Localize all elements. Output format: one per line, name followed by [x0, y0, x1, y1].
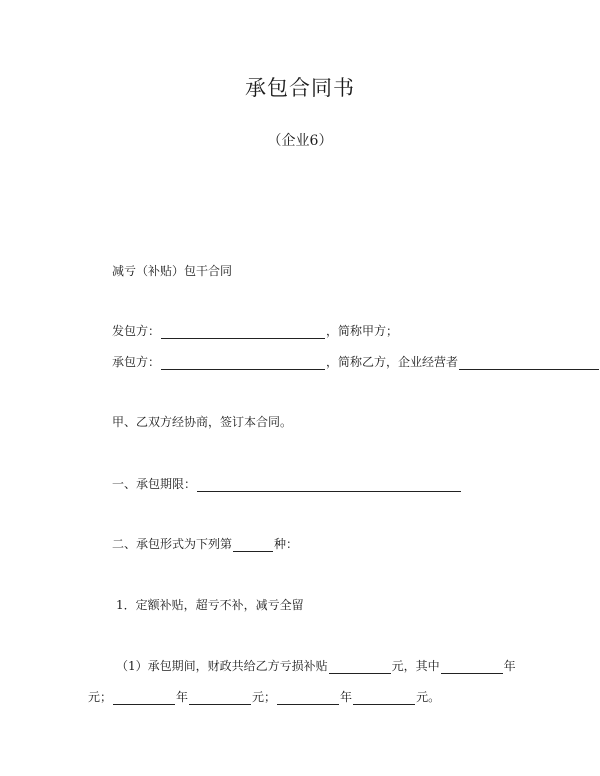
contractor-b-label: 承包方： [112, 355, 161, 369]
unit-yuan-period: 元。 [416, 690, 441, 704]
unit-yuan-semicolon-2: 元； [252, 690, 277, 704]
unit-year-3: 年 [340, 690, 353, 704]
year-1-amount-blank[interactable] [113, 692, 175, 705]
unit-yuan-comma: 元，其中 [391, 659, 440, 673]
agreement-text: 甲、乙双方经协商，签订本合同。 [112, 415, 293, 429]
subitem-1-line [116, 657, 516, 674]
contractor-b-blank[interactable] [161, 357, 325, 370]
contractor-b-line [112, 353, 600, 370]
year-1-blank[interactable] [441, 661, 503, 674]
item-1-text: 1．定额补贴，超亏不补，减亏全留 [116, 598, 304, 612]
total-subsidy-blank[interactable] [329, 661, 391, 674]
contractor-a-blank[interactable] [161, 326, 325, 339]
document-title: 承包合同书 [245, 76, 355, 100]
contractor-a-suffix: ，简称甲方； [326, 324, 399, 338]
section-heading [112, 262, 232, 279]
clause-2-prefix: 二、承包形式为下列第 [112, 537, 233, 551]
clause-1-label: 一、承包期限： [112, 477, 197, 491]
clause-1-line [112, 475, 462, 492]
contractor-a-label: 发包方： [112, 324, 161, 338]
agreement-line [112, 413, 292, 430]
subitem-1-continuation [88, 688, 440, 705]
item-1-line [116, 596, 304, 613]
contract-form-blank[interactable] [233, 539, 273, 552]
section-heading-text: 减亏（补贴）包干合同 [112, 264, 233, 278]
document-subtitle: （企业6） [267, 133, 333, 149]
year-2-blank[interactable] [277, 692, 339, 705]
unit-year-1: 年 [503, 659, 516, 673]
unit-yuan-semicolon-1: 元； [88, 690, 113, 704]
clause-2-suffix: 种： [274, 537, 299, 551]
unit-year-2: 年 [176, 690, 189, 704]
year-3-amount-blank[interactable] [353, 692, 415, 705]
subitem-1-prefix: （1）承包期间，财政共给乙方亏损补贴 [116, 659, 328, 673]
year-2-amount-blank[interactable] [189, 692, 251, 705]
contractor-b-suffix: ，简称乙方，企业经营者 [326, 355, 459, 369]
contractor-a-line [112, 322, 398, 339]
clause-2-line [112, 535, 298, 552]
contract-period-blank[interactable] [197, 479, 461, 492]
manager-blank[interactable] [459, 357, 599, 370]
